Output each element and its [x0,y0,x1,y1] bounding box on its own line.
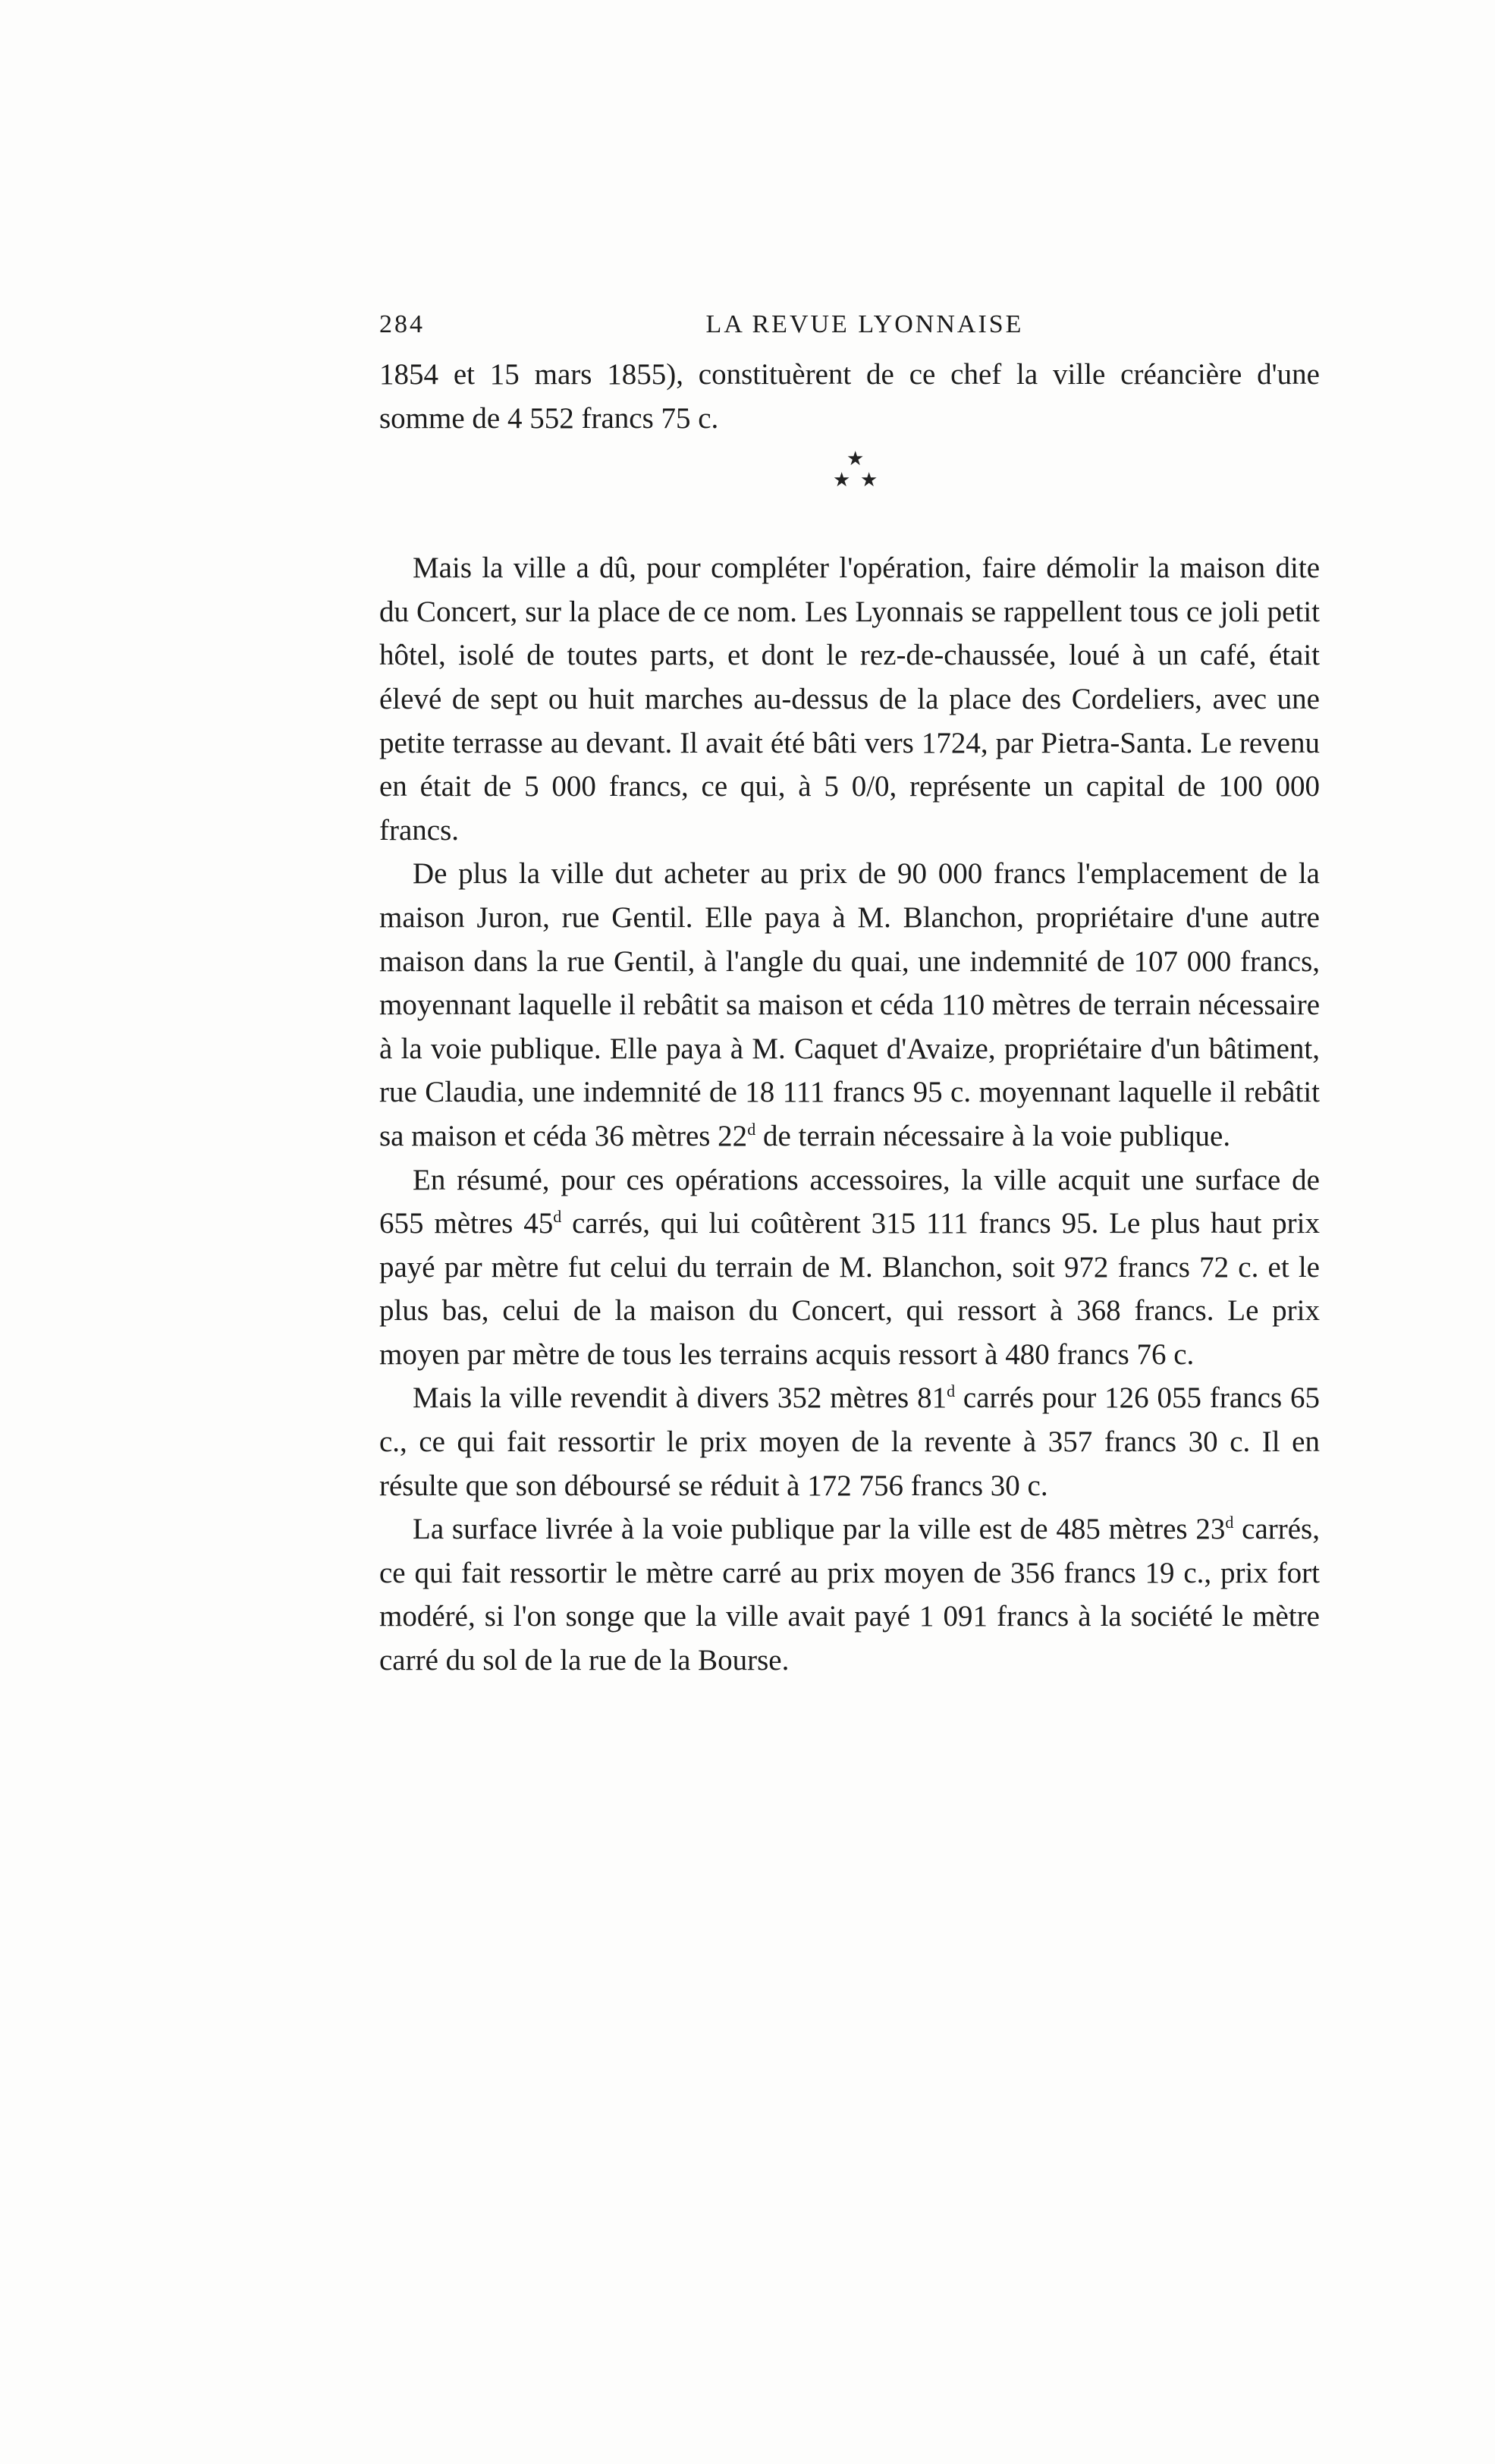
paragraph-summary [379,1158,1320,1377]
paragraph-text: De plus la ville dut acheter au prix de 90 000 francs l'emplacement de la maison Juron, rue Gentil. Elle paya à M. Blanchon, propriétaire d'une autre maison dans la rue Gentil, à l'angle du quai, une indemnité de 107 000 francs, moyennant laquelle il rebâtit sa maison et céda 110 mètres de terrain nécessaire à la voie publique. Elle paya à M. Caquet d'Avaize, propriétaire d'un bâtiment, rue Claudia, une indemnité de 18 111 francs 95 c. moyennant laquelle il rebâtit sa maison et céda 36 mètres 22 [379,857,1320,1152]
paragraph-text: 1854 et 15 mars 1855), constituèrent de ce chef la ville créancière d'une somme de 4 552 francs 75 c. [379,358,1320,435]
paragraph-indemnities [379,852,1320,1158]
paragraph-text: La surface livrée à la voie publique par la ville est de 485 mètres 23 [413,1513,1226,1546]
paragraph-public-road [379,1507,1320,1682]
paragraph-continuation [379,353,1320,440]
paragraph-text: En résumé, pour ces opérations accessoires, la ville acquit une surface de 655 mètres 45 [379,1163,1320,1240]
paragraph-text: Mais la ville revendit à divers 352 mètres 81 [413,1381,947,1415]
paragraph-concert-house [379,546,1320,852]
journal-title: LA REVUE LYONNAISE [705,310,1024,338]
paragraph-text: Mais la ville a dû, pour compléter l'opération, faire démolir la maison dite du Concert, sur la place de ce nom. Les Lyonnais se rappellent tous ce joli petit hôtel, isolé de toutes parts, et dont le rez-de-chaussée, loué à un café, était élevé de sept ou huit marches au-dessus de la place des Cordeliers, avec une petite terrasse au devant. Il avait été bâti vers 1724, par Pietra-Santa. Le revenu en était de 5 000 francs, ce qui, à 5 0/0, représente un capital de 100 000 francs. [379,552,1320,847]
star-icon: ★ [846,448,865,470]
paragraph-text: de terrain nécessaire à la voie publique. [755,1119,1231,1152]
star-icon: ★ [860,469,878,492]
star-icon: ★ [833,469,851,492]
paragraph-resale [379,1376,1320,1507]
text-block [379,300,1320,1683]
decimetre-superscript: d [747,1119,756,1139]
decimetre-superscript: d [1225,1513,1234,1532]
asterism-separator [379,440,1320,546]
page-number: 284 [379,310,425,338]
running-head [379,300,1320,353]
paragraph-text: carrés, ce qui fait ressortir le mètre carré au prix moyen de 356 francs 19 c., prix fort modéré, si l'on songe que la ville avait payé 1 091 francs à la société le mètre carré du sol de la rue de la Bourse. [379,1513,1320,1677]
paragraph-text: carrés pour 126 055 francs 65 c., ce qui fait ressortir le prix moyen de la revente à 357 francs 30 c. Il en résulte que son déboursé se réduit à 172 756 francs 30 c. [379,1381,1320,1502]
paragraph-text: carrés, qui lui coûtèrent 315 111 francs 95. Le plus haut prix payé par mètre fut celui du terrain de M. Blanchon, soit 972 francs 72 c. et le plus bas, celui de la maison du Concert, qui ressort à 368 francs. Le prix moyen par mètre de tous les terrains acquis ressort à 480 francs 76 c. [379,1207,1320,1371]
decimetre-superscript: d [947,1381,956,1401]
decimetre-superscript: d [553,1207,562,1227]
